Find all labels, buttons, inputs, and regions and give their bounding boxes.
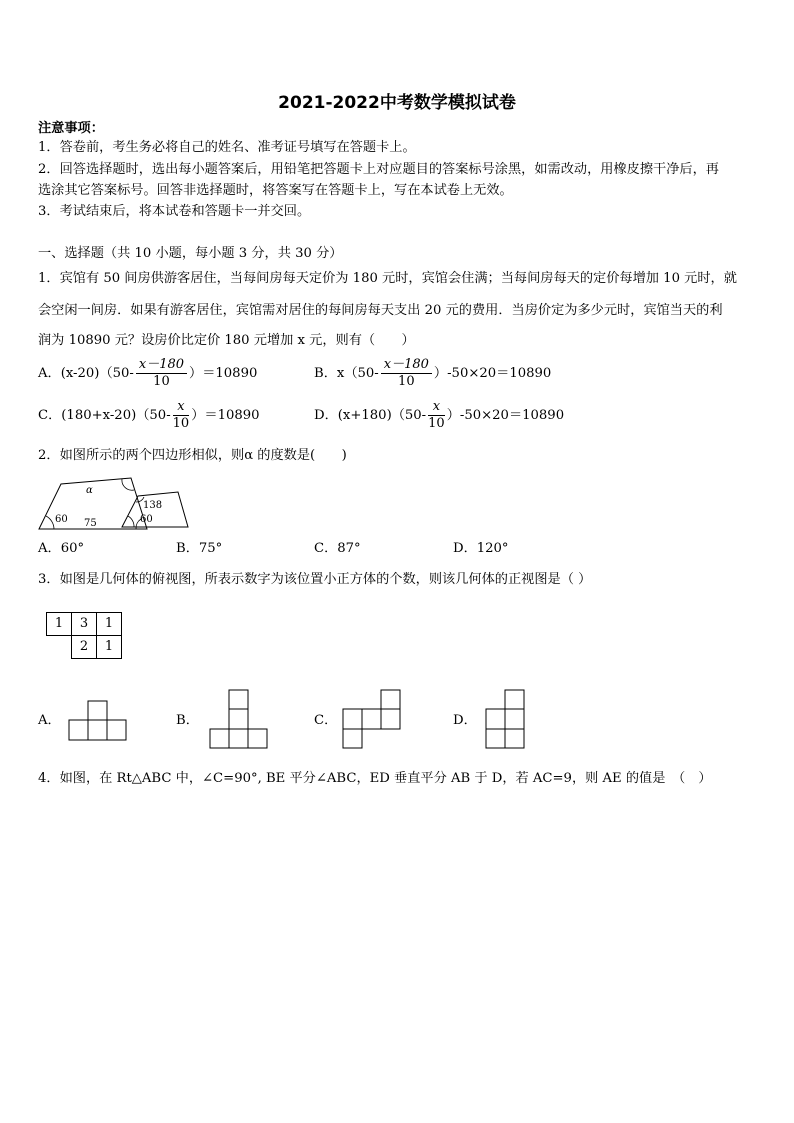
q1-c-numerator: x [173,400,190,416]
q2-figure [36,472,196,534]
q3-option-d-label: D． [453,713,477,728]
q3-option-d-figure [485,689,527,750]
q1-option-a [38,358,257,389]
notice-item-2-cont: 选涂其它答案标号。回答非选择题时，将答案写在答题卡上，写在本试卷上无效。 [38,183,513,198]
q1-line-2: 会空闲一间房．如果有游客居住，宾馆需对居住的每间房每天支出 20 元的费用．当房价定为多少元时，宾馆当天的利 [38,303,723,318]
q1-d-suffix: ）-50×20＝10890 [446,408,565,423]
q2-label-60-large: 60 [55,514,68,525]
notice-item-1: 1．答卷前，考生务必将自己的姓名、准考证号填写在答题卡上。 [38,140,416,155]
q1-a-fraction [136,358,187,389]
q1-c-denominator: 10 [172,416,190,431]
q3-grid-cell: 1 [96,635,122,659]
q1-line-1: 1．宾馆有 50 间房供游客居住，当每间房每天定价为 180 元时，宾馆会住满；当每间房每天的定价每增加 10 元时，就 [38,271,737,286]
q3-grid-cell: 2 [71,635,97,659]
q1-b-suffix: ）-50×20＝10890 [433,366,552,381]
q2-label-75: 75 [84,518,97,529]
q3-option-a-figure [68,700,130,742]
q4-stem: 4．如图，在 Rt△ABC 中，∠C=90°, BE 平分∠ABC，ED 垂直平分 AB 于 D，若 AC=9，则 AE 的值是 （ ） [38,771,712,786]
q1-d-fraction [428,400,445,431]
notice-heading: 注意事项： [38,121,104,136]
q2-option-b: B．75° [176,541,223,556]
q3-grid-cell: 1 [96,612,122,636]
q2-stem: 2．如图所示的两个四边形相似，则α 的度数是( ) [38,448,347,463]
q3-stem: 3．如图是几何体的俯视图，所表示数字为该位置小正方体的个数，则该几何体的正视图是（ ） [38,572,592,587]
notice-item-2: 2．回答选择题时，选出每小题答案后，用铅笔把答题卡上对应题目的答案标号涂黑，如需改动，用橡皮擦干净后，再 [38,162,719,177]
q3-option-c-figure [342,689,404,750]
q1-d-prefix: D．(x+180)（50- [314,408,427,423]
q1-c-fraction [173,400,190,431]
notice-item-3: 3．考试结束后，将本试卷和答题卡一并交回。 [38,204,311,219]
q3-option-b-label: B． [176,713,199,728]
q1-c-prefix: C．(180+x-20)（50- [38,408,171,423]
q3-grid-cell: 1 [46,612,72,636]
q2-quadrilateral-small [122,492,188,527]
q1-a-suffix: ）＝10890 [189,366,258,381]
q1-option-c [38,400,260,431]
q1-b-numerator: x－180 [381,358,432,374]
q1-d-numerator: x [428,400,445,416]
q3-grid-cell: 3 [71,612,97,636]
q3-option-a-label: A． [38,713,61,728]
q1-d-denominator: 10 [428,416,445,431]
q1-a-numerator: x－180 [136,358,187,374]
q1-b-fraction [381,358,432,389]
q2-label-alpha: α [86,485,93,496]
q1-c-suffix: ）＝10890 [191,408,260,423]
q3-option-c-label: C． [314,713,338,728]
q1-line-3: 润为 10890 元？设房价比定价 180 元增加 x 元，则有（ ） [38,333,415,348]
q1-a-prefix: A．(x-20)（50- [38,366,134,381]
q2-option-a: A．60° [38,541,85,556]
q1-option-d [314,400,564,431]
q1-option-b [314,358,551,389]
page-title: 2021-2022中考数学模拟试卷 [278,93,516,113]
q2-option-d: D．120° [453,541,509,556]
q1-a-denominator: 10 [153,374,170,389]
q2-label-138: 138 [143,500,163,511]
q1-b-prefix: B．x（50- [314,366,379,381]
q1-b-denominator: 10 [398,374,415,389]
q3-option-b-figure [209,689,271,750]
q2-option-c: C．87° [314,541,361,556]
q2-label-60-small: 60 [140,514,153,525]
q2-quadrilateral-large [39,478,147,529]
section-heading: 一、选择题（共 10 小题，每小题 3 分，共 30 分） [38,246,343,261]
